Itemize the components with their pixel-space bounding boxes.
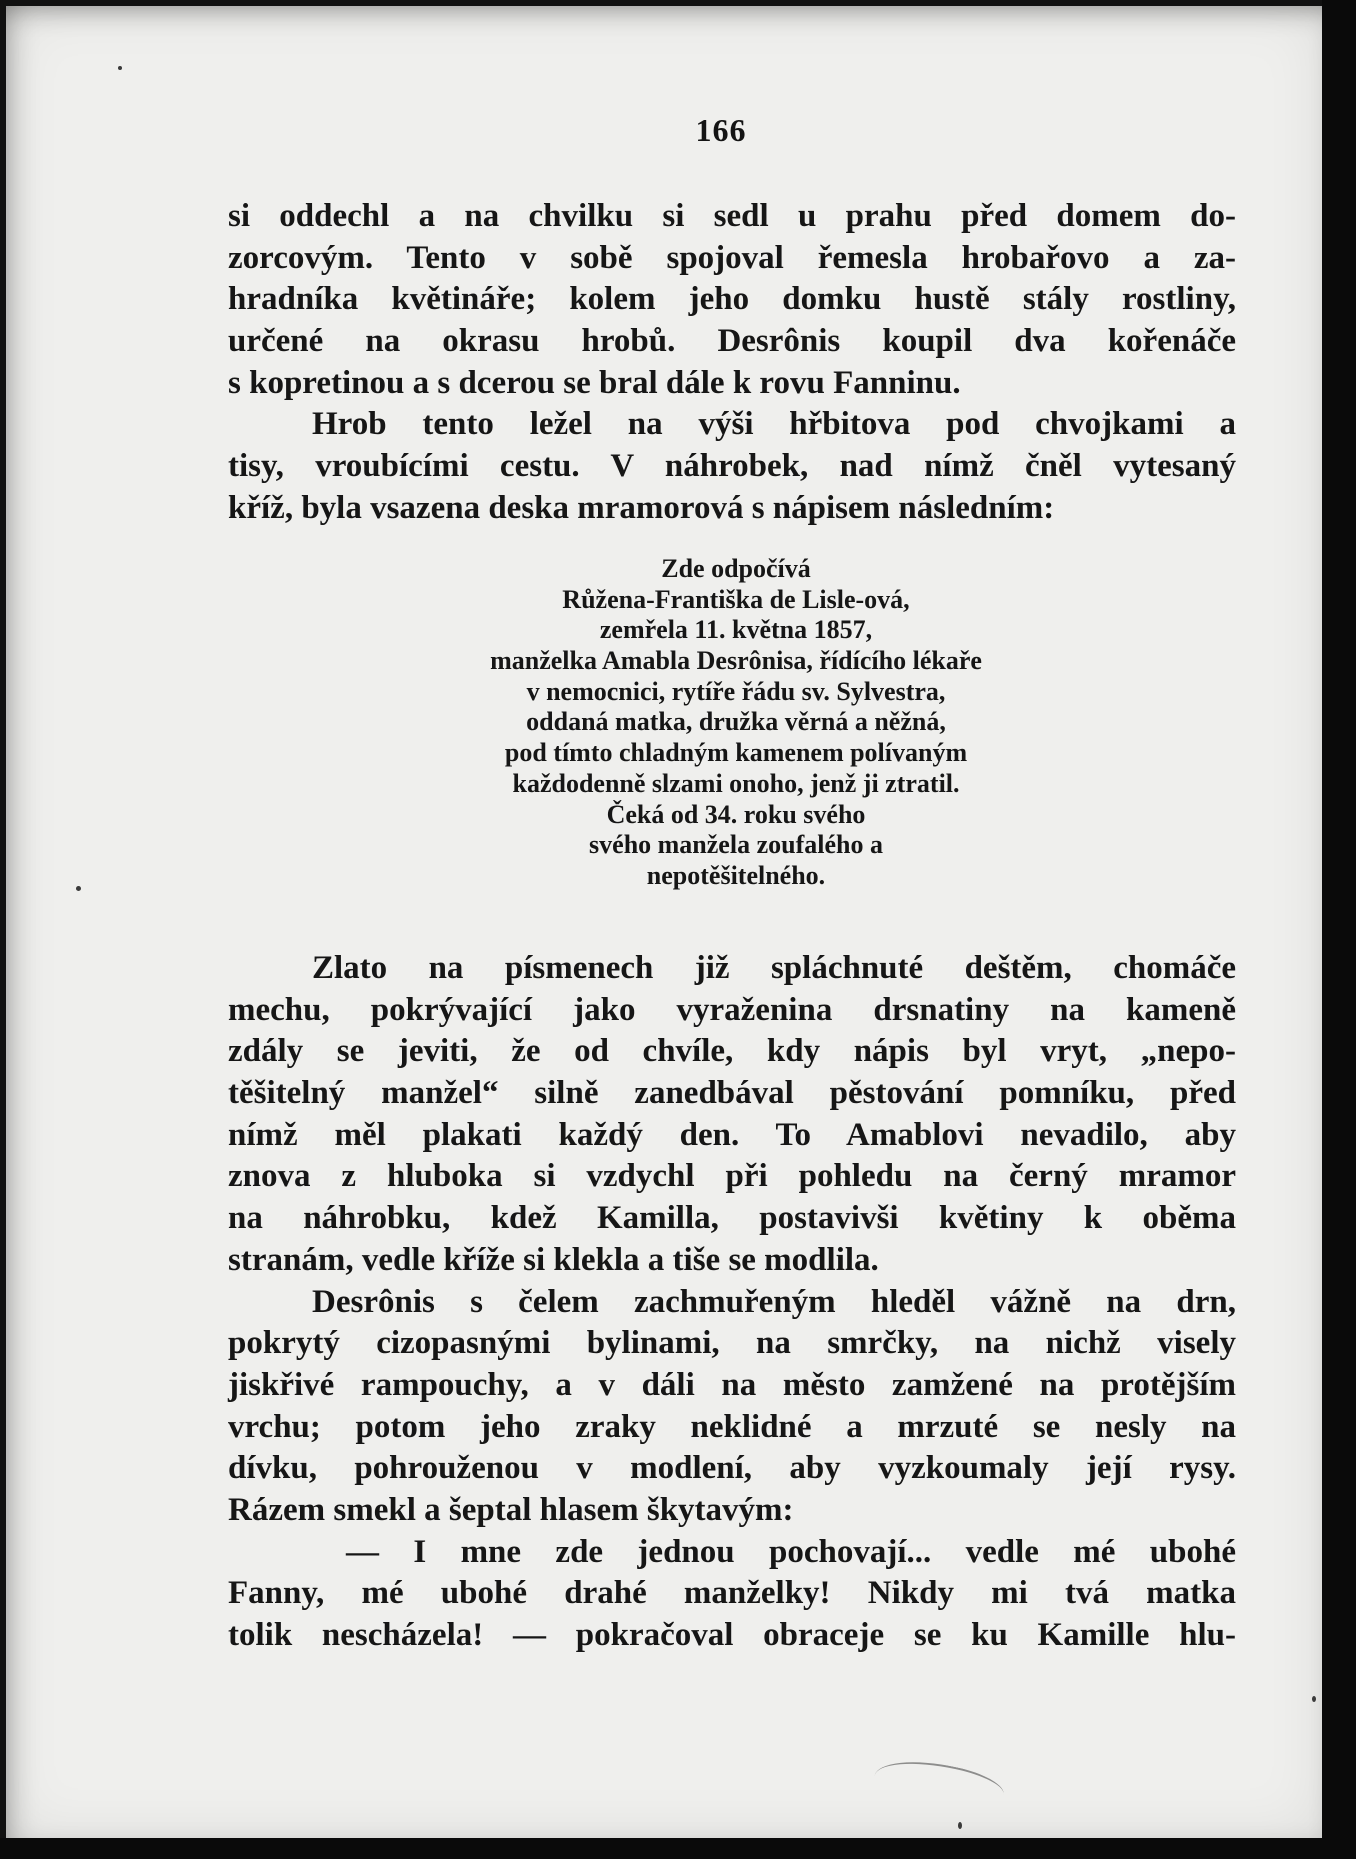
text-line: vrchu; potom jeho zraky neklidné a mrzuté se nesly na: [228, 1408, 1236, 1445]
text-line: zorcovým. Tento v sobě spojoval řemesla hrobařovo a za-: [228, 239, 1236, 276]
scan-frame-right: [1322, 0, 1356, 1859]
epitaph-line: manželka Amabla Desrônisa, řídícího lékaře: [490, 646, 982, 676]
text-line: mechu, pokrývající jako vyraženina drsnatiny na kameně: [228, 991, 1236, 1028]
text-line: nímž měl plakati každý den. To Amablovi nevadilo, aby: [228, 1116, 1236, 1153]
epitaph-inscription: [326, 554, 1146, 892]
text-line: na náhrobku, kdež Kamilla, postavivši květiny k oběma: [228, 1200, 1236, 1237]
scan-speck: [958, 1822, 962, 1829]
text-line: hradníka květináře; kolem jeho domku hustě stály rostliny,: [228, 281, 1236, 318]
text-line: si oddechl a na chvilku si sedl u prahu před domem do-: [228, 198, 1236, 234]
text-line: tisy, vroubícími cestu. V náhrobek, nad nímž čněl vytesaný: [228, 448, 1236, 485]
text-line: s kopretinou a s dcerou se bral dále k rovu Fanninu.: [228, 364, 961, 401]
scan-frame-bottom: [0, 1838, 1356, 1859]
text-line: Fanny, mé ubohé drahé manželky! Nikdy mi tvá matka: [228, 1575, 1236, 1612]
text-line: stranám, vedle kříže si klekla a tiše se modlila.: [228, 1241, 879, 1278]
text-line: Zlato na písmenech již spláchnuté deštěm, chomáče: [312, 950, 1236, 986]
text-line: — I mne zde jednou pochovají... vedle mé ubohé: [346, 1533, 1236, 1570]
epitaph-line: každodenně slzami onoho, jenž ji ztratil.: [512, 768, 960, 798]
page-number: 166: [695, 112, 747, 148]
text-block-top: [228, 196, 1236, 530]
text-line: Hrob tento ležel na výši hřbitova pod chvojkami a: [312, 406, 1236, 443]
text-block-bottom: [228, 948, 1236, 1657]
text-line: tolik nescházela! — pokračoval obraceje se ku Kamille hlu-: [228, 1617, 1236, 1653]
text-line: dívku, pohrouženou v modlení, aby vyzkoumaly její rysy.: [228, 1450, 1236, 1487]
scan-scratch: [871, 1751, 1007, 1819]
text-line: jiskřivé rampouchy, a v dáli na město zamžené na protějším: [228, 1366, 1236, 1403]
text-line: Rázem smekl a šeptal hlasem škytavým:: [228, 1491, 794, 1528]
epitaph-line: svého manžela zoufalého a: [589, 830, 883, 860]
epitaph-line: oddaná matka, družka věrná a něžná,: [526, 707, 946, 737]
text-line: Desrônis s čelem zachmuřeným hleděl vážně na drn,: [312, 1283, 1236, 1320]
book-page: [6, 6, 1322, 1838]
epitaph-line: v nemocnici, rytíře řádu sv. Sylvestra,: [526, 676, 946, 706]
text-line: určené na okrasu hrobů. Desrônis koupil dva kořenáče: [228, 323, 1236, 360]
text-line: pokrytý cizopasnými bylinami, na smrčky, na nichž visely: [228, 1325, 1236, 1362]
scan-speck: [118, 66, 122, 70]
text-line: těšitelný manžel“ silně zanedbával pěstování pomníku, před: [228, 1075, 1236, 1112]
text-line: kříž, byla vsazena deska mramorová s nápisem následním:: [228, 489, 1055, 526]
epitaph-line: Zde odpočívá: [661, 554, 811, 583]
scan-speck: [1312, 1696, 1316, 1702]
text-line: znova z hluboka si vzdychl při pohledu na černý mramor: [228, 1158, 1236, 1195]
scan-speck: [76, 886, 81, 891]
text-line: zdály se jeviti, že od chvíle, kdy nápis byl vryt, „nepo-: [228, 1033, 1236, 1070]
epitaph-line: nepotěšitelného.: [646, 860, 826, 890]
epitaph-line: zemřela 11. května 1857,: [599, 615, 873, 645]
epitaph-line: pod tímto chladným kamenem polívaným: [504, 738, 968, 768]
epitaph-line: Růžena-Františka de Lisle-ová,: [562, 584, 910, 614]
epitaph-line: Čeká od 34. roku svého: [606, 799, 866, 829]
